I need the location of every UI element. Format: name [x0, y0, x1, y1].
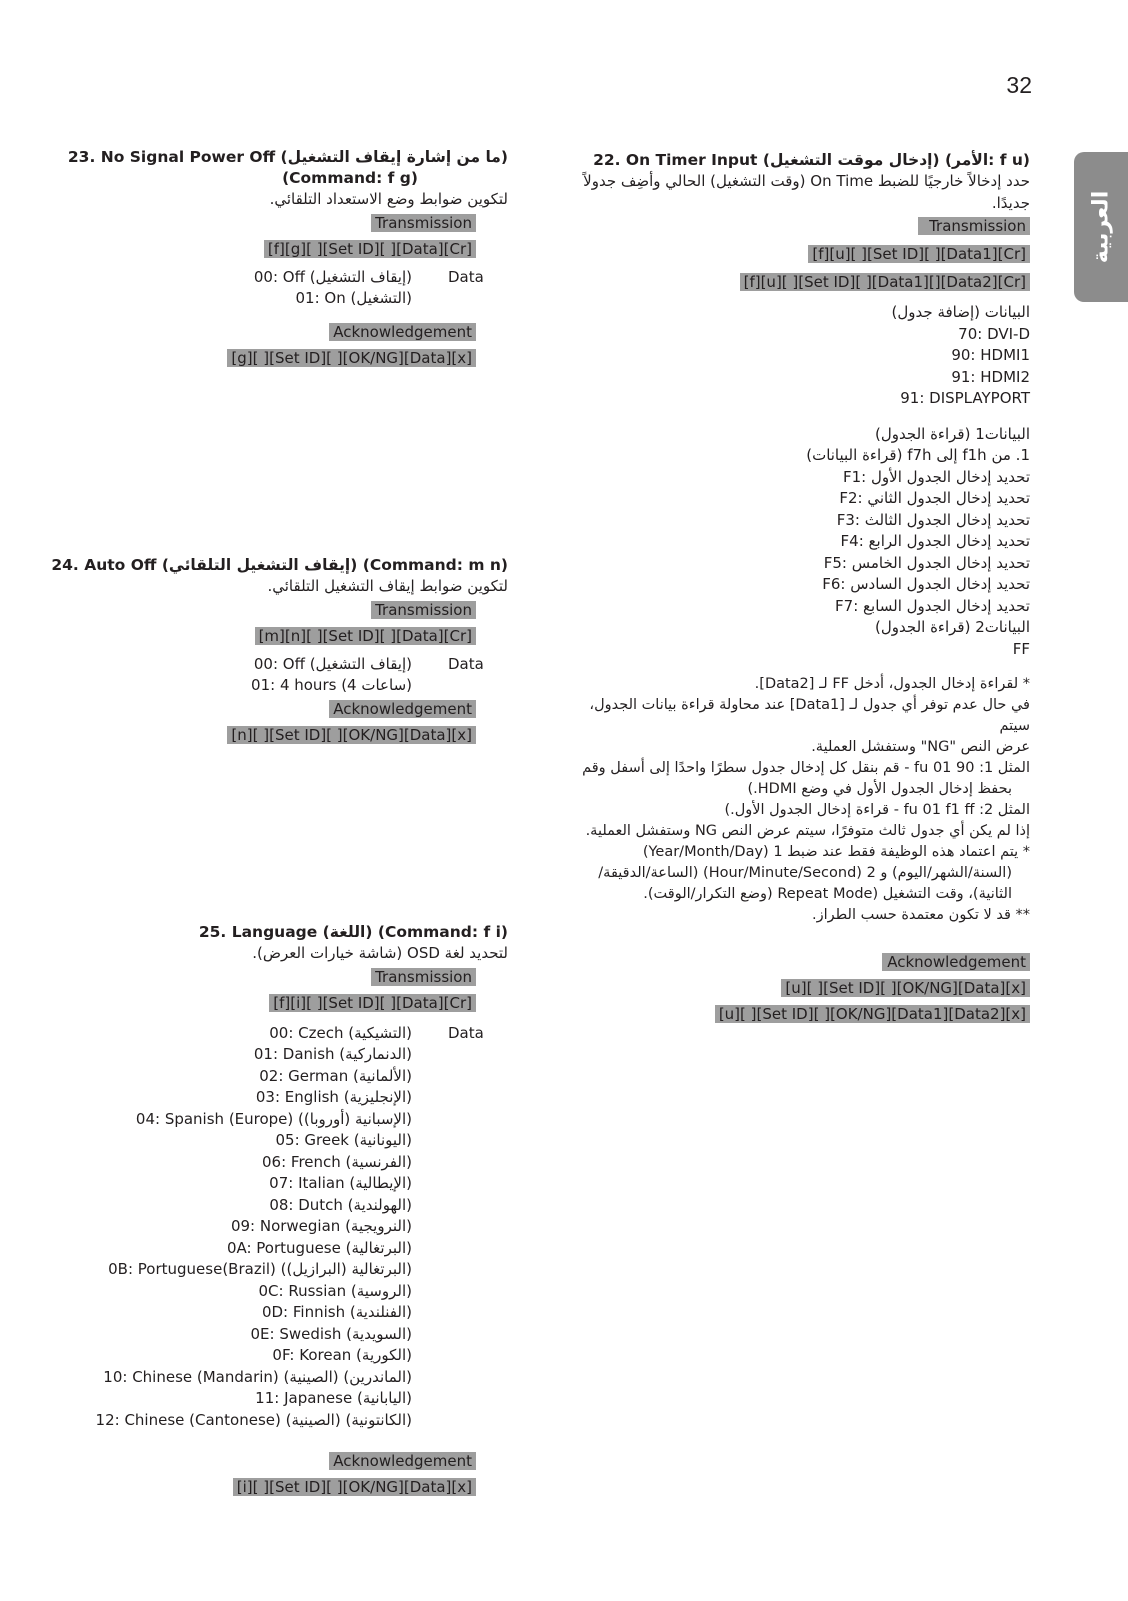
data1-item: 1. من f1h إلى f7h (قراءة البيانات) — [806, 446, 1030, 464]
data-heading: البيانات (إضافة جدول) — [891, 303, 1030, 321]
data1-item: F7: تحديد إدخال الجدول السابع — [835, 596, 1030, 615]
data-item: 0A: Portuguese (البرتغالية) — [226, 1238, 412, 1257]
data-item: 03: English (الإنجليزية) — [255, 1088, 412, 1106]
notes — [570, 674, 1030, 926]
data-list — [570, 324, 1030, 410]
transmission-label: Transmission — [918, 217, 1030, 235]
section-24-title: 24. Auto Off (إيقاف التشغيل التلقائي) (Command: m n) — [51, 556, 508, 574]
data-item: 01: 4 hours (4 ساعات) — [251, 676, 412, 694]
data-item: 11: Japanese (اليابانية) — [255, 1389, 412, 1407]
acknowledgement-code: [g][ ][Set ID][ ][OK/NG][Data][x] — [227, 349, 476, 367]
data-table — [8, 1023, 484, 1432]
transmission-code: [f][g][ ][Set ID][ ][Data][Cr] — [264, 240, 476, 258]
data-label: Data — [448, 1023, 484, 1042]
data-table — [28, 267, 484, 310]
note-line: بحفظ إدخال الجدول الأول في وضع HDMI.) — [747, 781, 1012, 797]
data-item: 09: Norwegian (النرويجية) — [230, 1217, 412, 1235]
data-item: 90: HDMI1 — [951, 346, 1030, 364]
data1-heading: البيانات1 (قراءة الجدول) — [875, 424, 1030, 443]
transmission-code: [f][u][ ][Set ID][ ][Data1][Cr] — [808, 245, 1030, 263]
data-item: 70: DVI-D — [958, 324, 1030, 343]
note-line: في حال عدم توفر أي جدول لـ [Data1] عند محاولة قراءة بيانات الجدول، سيتم — [589, 697, 1030, 734]
data1-item: F5: تحديد إدخال الجدول الخامس — [823, 553, 1030, 572]
transmission-label: Transmission — [371, 214, 476, 232]
data-item: 00: Czech (التشيكية) — [269, 1023, 412, 1042]
section-22-title: 22. On Timer Input (إدخال موقت التشغيل) (الأمر: f u) — [593, 151, 1030, 169]
data-item: 00: Off (إيقاف التشغيل) — [253, 654, 412, 673]
data-item: 12: Chinese (Cantonese) (الصينية) (الكانتونية) — [95, 1410, 412, 1429]
data-item: 0D: Finnish (الفنلندية) — [261, 1303, 412, 1321]
data-item: 06: French (الفرنسية) — [262, 1152, 412, 1171]
data1-item: F2: تحديد إدخال الجدول الثاني — [839, 489, 1030, 507]
transmission-label: Transmission — [371, 601, 476, 619]
language-side-tab — [1074, 152, 1128, 302]
section-22 — [570, 150, 1030, 1026]
data-item: 07: Italian (الإيطالية) — [269, 1174, 412, 1192]
data-table — [8, 654, 484, 697]
data-item: 0C: Russian (الروسية) — [258, 1281, 412, 1300]
section-23-title: 23. No Signal Power Off (ما من إشارة إيقاف التشغيل) — [67, 148, 508, 166]
acknowledgement-label: Acknowledgement — [329, 1452, 476, 1470]
section-25-description: لتحديد لغة OSD (شاشة خيارات العرض). — [252, 944, 508, 962]
section-24 — [8, 555, 508, 747]
section-25-title: 25. Language (اللغة) (Command: f i) — [198, 923, 508, 941]
data-item: 0F: Korean (الكورية) — [272, 1346, 412, 1364]
data-item: 08: Dutch (الهولندية) — [269, 1195, 412, 1214]
data-item: 02: German (الألمانية) — [259, 1066, 412, 1085]
data2-heading: البيانات2 (قراءة الجدول) — [875, 618, 1030, 636]
acknowledgement-code: [u][ ][Set ID][ ][OK/NG][Data][x] — [781, 979, 1030, 997]
data-item: 0B: Portuguese(Brazil) (البرتغالية (البرازيل)) — [108, 1260, 412, 1278]
data-item: 91: HDMI2 — [951, 367, 1030, 386]
transmission-label: Transmission — [371, 968, 476, 986]
note-line: * لقراءة إدخال الجدول، أدخل FF لـ [Data2]. — [754, 676, 1030, 692]
data-item: 10: Chinese (Mandarin) (الصينية) (الماندرين) — [103, 1367, 412, 1386]
acknowledgement-code: [n][ ][Set ID][ ][OK/NG][Data][x] — [227, 726, 476, 744]
section-22-description: حدد إدخالاً خارجيًا للضبط On Time (وقت التشغيل) الحالي وأضِف جدولاً جديدًا. — [583, 172, 1030, 212]
note-line: (السنة/الشهر/اليوم) و 2 (Hour/Minute/Second) (الساعة/الدقيقة/ — [598, 865, 1012, 881]
data1-item: F1: تحديد إدخال الجدول الأول — [843, 467, 1030, 486]
note-line: إذا لم يكن أي جدول ثالث متوفرًا، سيتم عرض النص NG وستفشل العملية. — [585, 823, 1030, 839]
data-label: Data — [448, 267, 484, 286]
note-line: الثانية)، وقت التشغيل (Repeat Mode (وضع التكرار/الوقت). — [643, 886, 1012, 902]
data-item: 0E: Swedish (السويدية) — [250, 1324, 412, 1343]
acknowledgement-label: Acknowledgement — [329, 700, 476, 718]
transmission-code: [f][i][ ][Set ID][ ][Data][Cr] — [269, 994, 476, 1012]
data-item: 04: Spanish (Europe) (الإسبانية (أوروبا)) — [135, 1109, 412, 1128]
note-line: المثل 1: fu 01 90 - قم بنقل كل إدخال جدول سطرًا واحدًا إلى أسفل وقم — [582, 760, 1030, 776]
section-24-description: لتكوين ضوابط إيقاف التشغيل التلقائي. — [267, 577, 508, 595]
page-number: 32 — [1006, 72, 1032, 98]
data1-item: F4: تحديد إدخال الجدول الرابع — [840, 532, 1030, 550]
data-item: 01: Danish (الدنماركية) — [253, 1045, 412, 1063]
data-label: Data — [448, 654, 484, 673]
transmission-code: [m][n][ ][Set ID][ ][Data][Cr] — [255, 627, 476, 645]
data2-value: FF — [1012, 639, 1030, 658]
section-25 — [8, 922, 508, 1499]
note-line: ** قد لا تكون معتمدة حسب الطراز. — [812, 907, 1030, 923]
transmission-code: [f][u][ ][Set ID][ ][Data1][][Data2][Cr] — [740, 273, 1030, 291]
data-item: 01: On (التشغيل) — [295, 289, 412, 307]
section-23-command: (Command: f g) — [282, 169, 418, 187]
note-line: عرض النص "NG" وستفشل العملية. — [811, 739, 1030, 755]
acknowledgement-code: [u][ ][Set ID][ ][OK/NG][Data1][Data2][x] — [715, 1005, 1030, 1023]
data1-item: F6: تحديد إدخال الجدول السادس — [822, 575, 1030, 593]
data-item: 91: DISPLAYPORT — [900, 389, 1030, 407]
acknowledgement-label: Acknowledgement — [329, 323, 476, 341]
data-item: 00: Off (إيقاف التشغيل) — [253, 267, 412, 286]
data1-item: F3: تحديد إدخال الجدول الثالث — [836, 510, 1030, 529]
acknowledgement-code: [i][ ][Set ID][ ][OK/NG][Data][x] — [233, 1478, 476, 1496]
side-tab-label: العربية — [1088, 190, 1114, 264]
section-23 — [28, 147, 508, 370]
section-23-description: لتكوين ضوابط وضع الاستعداد التلقائي. — [269, 190, 508, 208]
data-item: 05: Greek (اليونانية) — [275, 1131, 412, 1149]
note-line: * يتم اعتماد هذه الوظيفة فقط عند ضبط 1 (Year/Month/Day) — [642, 844, 1030, 860]
data1-list — [570, 445, 1030, 617]
acknowledgement-label: Acknowledgement — [882, 953, 1030, 971]
note-line: المثل 2: fu 01 f1 ff - قراءة إدخال الجدول الأول.) — [724, 802, 1030, 818]
